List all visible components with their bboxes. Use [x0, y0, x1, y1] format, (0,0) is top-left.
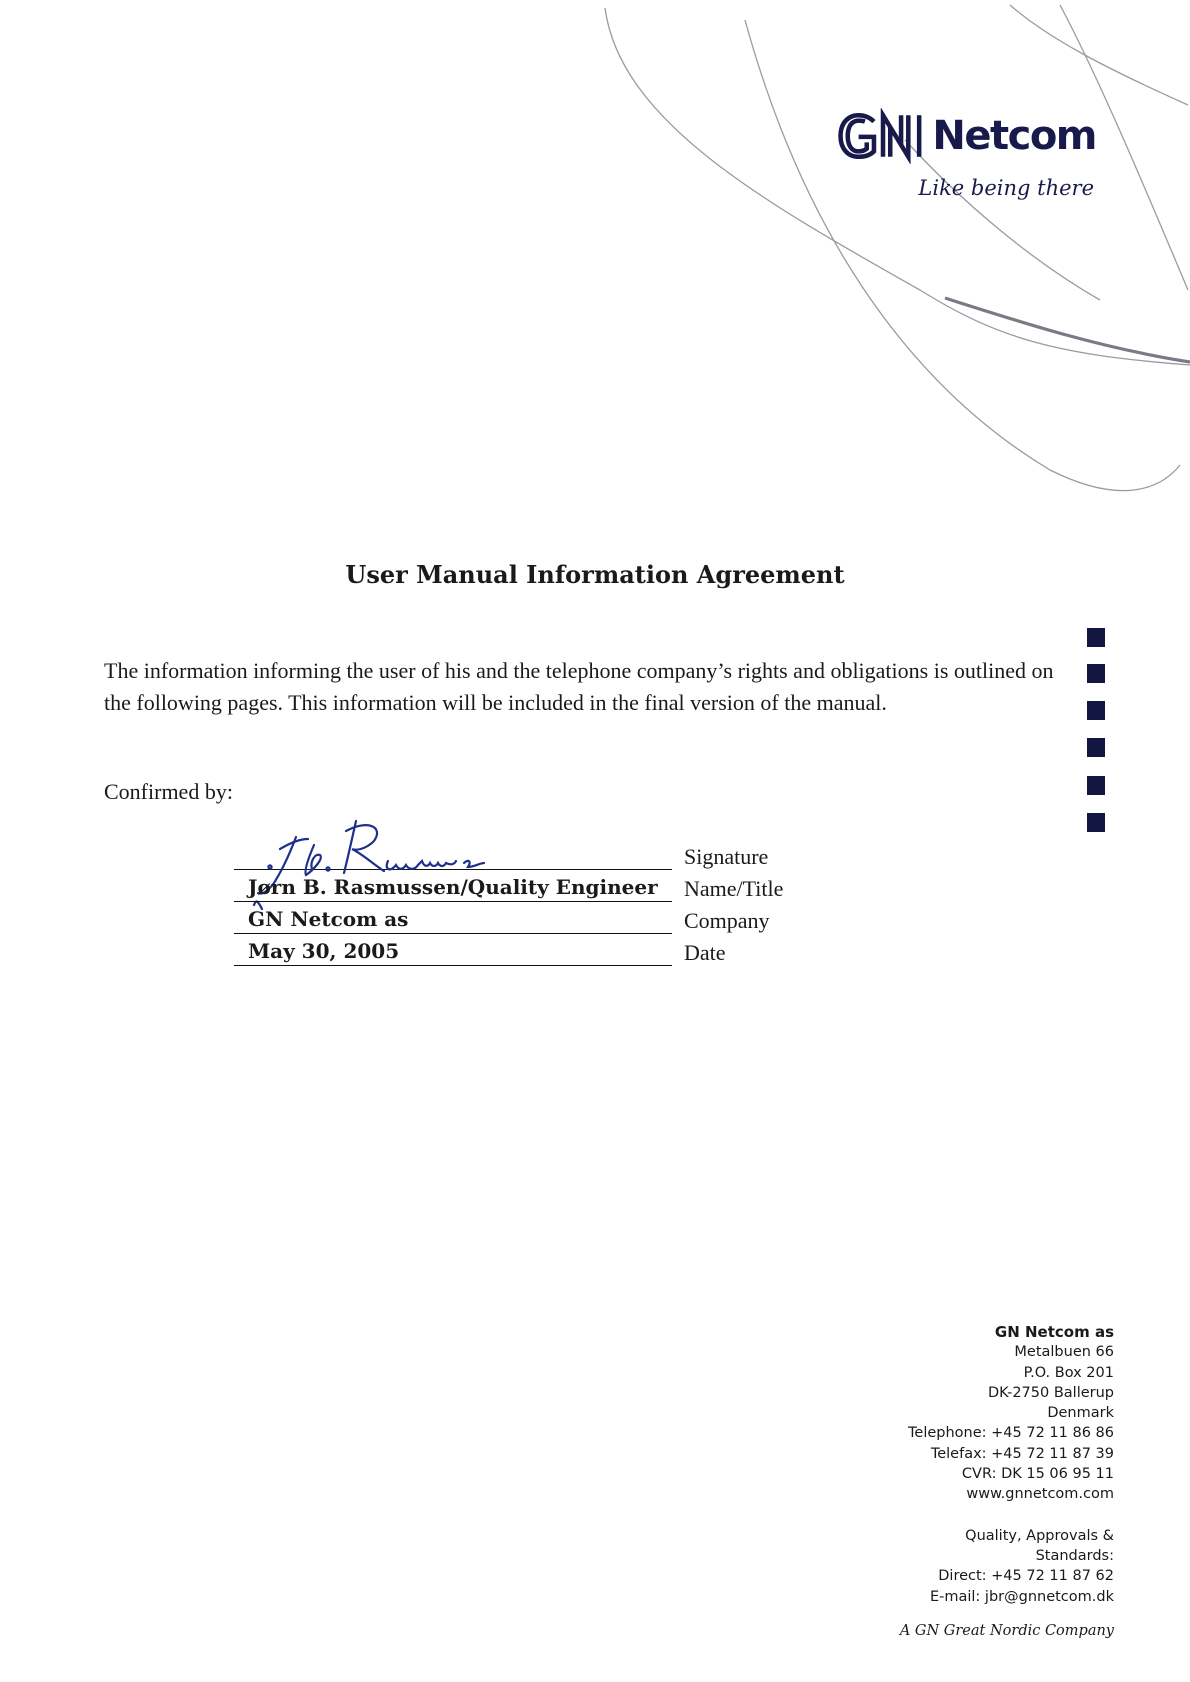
footer-telefax: Telefax: +45 72 11 87 39	[930, 1445, 1114, 1462]
footer-cvr: CVR: DK 15 06 95 11	[961, 1466, 1114, 1483]
company-label: Company	[684, 908, 770, 933]
date-label: Date	[684, 940, 726, 965]
signature-row	[234, 808, 783, 870]
footer-address-line: Denmark	[1047, 1405, 1114, 1422]
footer-address-line: DK-2750 Ballerup	[987, 1384, 1114, 1401]
date-value: May 30, 2005	[234, 934, 672, 966]
side-square-marker	[1087, 628, 1105, 647]
name-title-label: Name/Title	[684, 876, 784, 901]
name-title-value: Jørn B. Rasmussen/Quality Engineer	[234, 870, 672, 902]
name-title-row	[234, 870, 783, 902]
footer-address-line: Metalbuen 66	[1014, 1344, 1114, 1361]
footer-department-line: Quality, Approvals &	[965, 1527, 1114, 1544]
signature-label: Signature	[684, 844, 769, 869]
side-square-marker	[1087, 664, 1105, 683]
footer-spacer	[754, 1505, 1114, 1526]
side-square-marker	[1087, 738, 1105, 757]
footer-direct-phone: Direct: +45 72 11 87 62	[938, 1568, 1114, 1585]
header-swirl-decoration	[0, 0, 1190, 520]
footer-department-line: Standards:	[1035, 1547, 1114, 1564]
footer-address-line: P.O. Box 201	[1023, 1364, 1114, 1381]
footer-company-name: GN Netcom as	[994, 1323, 1114, 1341]
date-row	[234, 934, 783, 966]
footer-address-block	[754, 1322, 1114, 1641]
brand-tagline: Like being there	[918, 176, 1094, 200]
side-square-marker	[1087, 701, 1105, 720]
side-square-marker	[1087, 813, 1105, 832]
signature-block	[234, 808, 783, 966]
intro-paragraph: The information informing the user of his and the telephone company’s rights and obligations is outlined on the following pages. This information will be included in the final version of the manual.	[104, 658, 1054, 715]
brand-logo	[836, 108, 1096, 200]
brand-wordmark: Netcom	[932, 113, 1096, 159]
confirmed-by-label: Confirmed by:	[104, 779, 233, 804]
footer-website: www.gnnetcom.com	[966, 1486, 1114, 1503]
page-title: User Manual Information Agreement	[345, 560, 845, 589]
side-square-marker	[1087, 776, 1105, 795]
signature-field	[234, 808, 672, 870]
company-row	[234, 902, 783, 934]
footer-parent-company: A GN Great Nordic Company	[899, 1622, 1114, 1639]
footer-email: E-mail: jbr@gnnetcom.dk	[929, 1588, 1114, 1605]
company-value: GN Netcom as	[234, 902, 672, 934]
footer-telephone: Telephone: +45 72 11 86 86	[908, 1425, 1114, 1442]
gn-logo-icon	[836, 108, 926, 164]
